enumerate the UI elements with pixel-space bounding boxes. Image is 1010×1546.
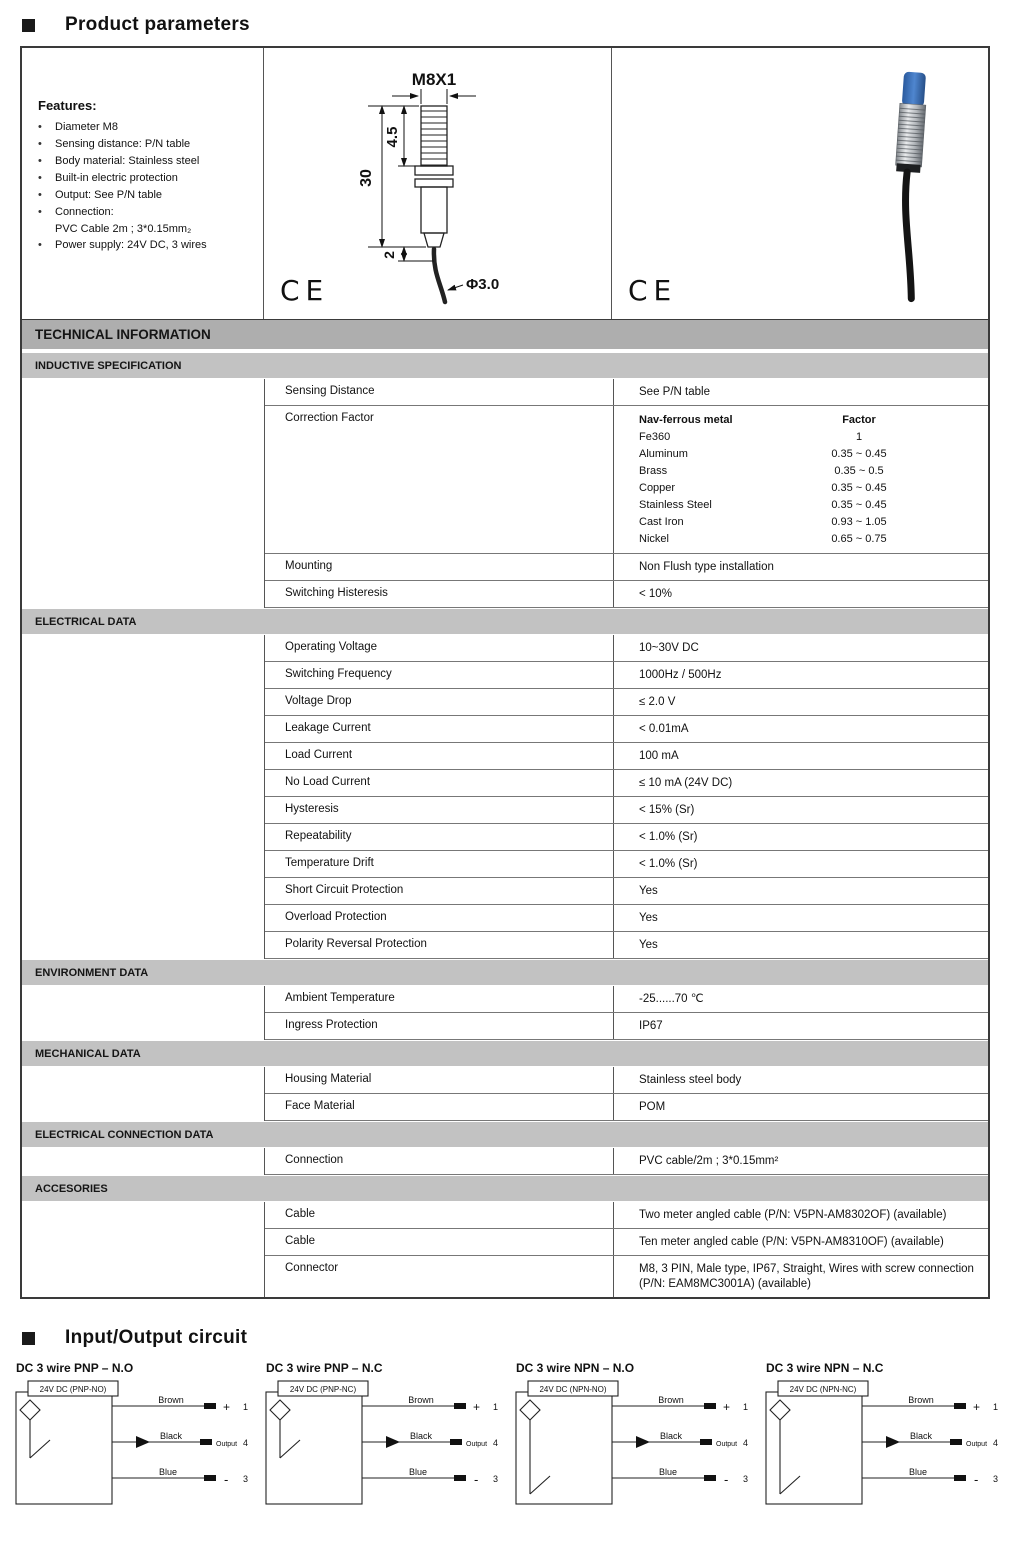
wire-label-blue: Blue bbox=[408, 1467, 428, 1477]
page-title: Product parameters bbox=[65, 14, 250, 35]
feature-text: Body material: Stainless steel bbox=[55, 155, 200, 167]
spacer-column bbox=[22, 1067, 265, 1121]
feature-item bbox=[38, 153, 257, 170]
transistor-arrow-icon bbox=[636, 1436, 650, 1448]
wire-sign-minus: - bbox=[474, 1472, 479, 1487]
spec-label: Connector bbox=[265, 1256, 614, 1297]
spec-label: Temperature Drift bbox=[265, 851, 614, 877]
features-heading: Features: bbox=[38, 98, 97, 113]
feature-item bbox=[38, 136, 257, 153]
feature-text: Connection: bbox=[55, 206, 114, 218]
spec-section-header: INDUCTIVE SPECIFICATION bbox=[22, 352, 988, 379]
sensor-cable bbox=[898, 172, 920, 299]
spec-label: Repeatability bbox=[265, 824, 614, 850]
terminal-icon bbox=[450, 1439, 462, 1445]
thread-dimension-label: M8X1 bbox=[411, 70, 457, 89]
spec-row bbox=[265, 1013, 988, 1040]
wire-label-brown: Brown bbox=[158, 1395, 184, 1405]
spec-row bbox=[265, 1229, 988, 1256]
wire-sign-output: Output bbox=[466, 1441, 488, 1448]
pin-number-mid: 4 bbox=[743, 1438, 749, 1448]
spec-value: M8, 3 PIN, Male type, IP67, Straight, Wires with screw connection (P/N: EAM8MC3001A) (available) bbox=[639, 1263, 974, 1290]
spec-value: Non Flush type installation bbox=[639, 561, 774, 573]
spec-row bbox=[265, 406, 988, 554]
spec-value: Two meter angled cable (P/N: V5PN-AM8302OF) (available) bbox=[639, 1209, 947, 1221]
spec-section-body bbox=[22, 986, 988, 1040]
factor-value: 0.65 ~ 0.75 bbox=[831, 533, 887, 545]
spec-value: IP67 bbox=[639, 1020, 663, 1032]
spec-value: Yes bbox=[639, 912, 658, 924]
metal-name: Brass bbox=[639, 465, 668, 477]
ce-mark: CE bbox=[280, 274, 330, 307]
spec-section-body bbox=[22, 379, 988, 608]
spec-value: -25......70 ℃ bbox=[639, 993, 704, 1005]
spec-label: Ingress Protection bbox=[265, 1013, 614, 1039]
spec-value: 1000Hz / 500Hz bbox=[639, 669, 722, 681]
subtable-header-row bbox=[639, 412, 974, 429]
overview-block bbox=[22, 48, 988, 320]
circuit-diagram bbox=[258, 1378, 504, 1516]
subtable-row bbox=[639, 463, 974, 480]
spec-row bbox=[265, 689, 988, 716]
terminal-icon bbox=[950, 1439, 962, 1445]
subtable-row bbox=[639, 446, 974, 463]
spec-value: Yes bbox=[639, 939, 658, 951]
feature-text: Output: See P/N table bbox=[55, 189, 163, 201]
spec-label: Load Current bbox=[265, 743, 614, 769]
factor-value: 0.93 ~ 1.05 bbox=[831, 516, 887, 528]
wire-sign-output: Output bbox=[966, 1441, 988, 1448]
circuit-diagram bbox=[8, 1378, 254, 1516]
terminal-icon bbox=[954, 1403, 966, 1409]
datasheet-table bbox=[20, 46, 990, 1299]
feature-subtext: PVC Cable 2m ; 3*0.15mm₂ bbox=[55, 223, 192, 235]
spec-section-header: MECHANICAL DATA bbox=[22, 1040, 988, 1067]
bullet-icon: • bbox=[38, 206, 42, 218]
terminal-icon bbox=[704, 1475, 716, 1481]
spacer-column bbox=[22, 986, 265, 1040]
wire-sign-plus: + bbox=[973, 1400, 981, 1414]
spec-value: < 10% bbox=[639, 588, 672, 600]
wire-label-blue: Blue bbox=[158, 1467, 178, 1477]
io-circuit-header bbox=[0, 1313, 1010, 1357]
terminal-icon bbox=[454, 1475, 466, 1481]
spec-label: Overload Protection bbox=[265, 905, 614, 931]
circuit-box-label: 24V DC (NPN-NO) bbox=[539, 1385, 607, 1394]
pin-number-top: 1 bbox=[993, 1402, 999, 1412]
spec-label: Hysteresis bbox=[265, 797, 614, 823]
circuit-panel bbox=[758, 1361, 1005, 1521]
spec-row bbox=[265, 932, 988, 959]
subtable-row bbox=[639, 497, 974, 514]
bullet-icon: • bbox=[38, 155, 42, 167]
bullet-icon: • bbox=[38, 189, 42, 201]
spec-row bbox=[265, 662, 988, 689]
spec-value: Ten meter angled cable (P/N: V5PN-AM8310OF) (available) bbox=[639, 1236, 944, 1248]
spec-value: Stainless steel body bbox=[639, 1074, 742, 1086]
spec-label: Correction Factor bbox=[265, 406, 614, 553]
spec-label: Operating Voltage bbox=[265, 635, 614, 661]
spec-value: See P/N table bbox=[639, 386, 710, 398]
spec-row bbox=[265, 851, 988, 878]
feature-text: Power supply: 24V DC, 3 wires bbox=[55, 239, 207, 251]
spec-row bbox=[265, 1094, 988, 1121]
spec-row bbox=[265, 905, 988, 932]
square-bullet-icon bbox=[22, 1332, 35, 1345]
factor-value: 1 bbox=[855, 431, 863, 443]
spec-row bbox=[265, 635, 988, 662]
spacer-column bbox=[22, 379, 265, 608]
features-panel bbox=[22, 48, 264, 319]
feature-text: Sensing distance: P/N table bbox=[55, 138, 191, 150]
circuit-box-label: 24V DC (NPN-NC) bbox=[789, 1385, 857, 1394]
spec-section-header: ENVIRONMENT DATA bbox=[22, 959, 988, 986]
subtable-row bbox=[639, 531, 974, 548]
metal-name: Aluminum bbox=[639, 448, 688, 460]
pin-number-top: 1 bbox=[493, 1402, 499, 1412]
pin-number-mid: 4 bbox=[493, 1438, 499, 1448]
length-dimension-label: 30 bbox=[358, 169, 375, 187]
spec-section-header: ACCESORIES bbox=[22, 1175, 988, 1202]
spec-label: Sensing Distance bbox=[265, 379, 614, 405]
feature-item bbox=[38, 237, 257, 254]
product-parameters-header bbox=[0, 0, 1010, 44]
features-list bbox=[38, 119, 257, 254]
wire-sign-plus: + bbox=[723, 1400, 731, 1414]
metal-name: Nickel bbox=[639, 533, 669, 545]
head-dimension-label: 4.5 bbox=[384, 126, 401, 148]
spec-section-body bbox=[22, 635, 988, 959]
circuit-title: DC 3 wire PNP – N.O bbox=[16, 1361, 134, 1375]
spacer-column bbox=[22, 1148, 265, 1175]
circuit-panel bbox=[258, 1361, 505, 1521]
spec-label: Voltage Drop bbox=[265, 689, 614, 715]
spec-label: Short Circuit Protection bbox=[265, 878, 614, 904]
pin-number-bot: 3 bbox=[493, 1474, 499, 1484]
square-bullet-icon bbox=[22, 19, 35, 32]
correction-factor-table bbox=[639, 412, 974, 548]
circuit-box-label: 24V DC (PNP-NO) bbox=[39, 1385, 107, 1394]
spec-value: PVC cable/2m ; 3*0.15mm² bbox=[639, 1155, 779, 1167]
wire-label-brown: Brown bbox=[408, 1395, 434, 1405]
spec-value: ≤ 2.0 V bbox=[639, 696, 676, 708]
bullet-icon: • bbox=[38, 138, 42, 150]
circuit-diagram bbox=[508, 1378, 754, 1516]
wire-sign-minus: - bbox=[724, 1472, 729, 1487]
pin-number-bot: 3 bbox=[993, 1474, 999, 1484]
wire-sign-output: Output bbox=[216, 1441, 238, 1448]
spec-label: Face Material bbox=[265, 1094, 614, 1120]
metal-name: Copper bbox=[639, 482, 676, 494]
spec-row bbox=[265, 554, 988, 581]
spec-sections bbox=[22, 352, 988, 1297]
spec-row bbox=[265, 716, 988, 743]
factor-value: 0.35 ~ 0.45 bbox=[831, 482, 887, 494]
spec-row bbox=[265, 824, 988, 851]
terminal-icon bbox=[204, 1403, 216, 1409]
spec-value: 100 mA bbox=[639, 750, 679, 762]
technical-information-header: TECHNICAL INFORMATION bbox=[22, 320, 988, 352]
pin-number-mid: 4 bbox=[993, 1438, 999, 1448]
spec-value: POM bbox=[639, 1101, 666, 1113]
spec-row bbox=[265, 770, 988, 797]
circuit-panel bbox=[508, 1361, 755, 1521]
product-photo-panel bbox=[612, 48, 988, 319]
spec-value: Yes bbox=[639, 885, 658, 897]
wire-label-brown: Brown bbox=[908, 1395, 934, 1405]
cable-diameter-label: Φ3.0 bbox=[466, 276, 500, 293]
wire-label-black: Black bbox=[159, 1431, 183, 1441]
wire-label-blue: Blue bbox=[908, 1467, 928, 1477]
bullet-icon: • bbox=[38, 121, 42, 133]
spec-row bbox=[265, 743, 988, 770]
factor-value: 0.35 ~ 0.5 bbox=[834, 465, 884, 477]
spec-label: Ambient Temperature bbox=[265, 986, 614, 1012]
spacer-column bbox=[22, 635, 265, 959]
spec-label: Cable bbox=[265, 1229, 614, 1255]
spec-section-body bbox=[22, 1067, 988, 1121]
factor-value: 0.35 ~ 0.45 bbox=[831, 448, 887, 460]
metal-name: Stainless Steel bbox=[639, 499, 712, 511]
pin-number-mid: 4 bbox=[243, 1438, 249, 1448]
subtable-header: Factor bbox=[842, 414, 876, 426]
transistor-arrow-icon bbox=[136, 1436, 150, 1448]
spec-section-body bbox=[22, 1148, 988, 1175]
sensor-blue-cap bbox=[902, 72, 926, 107]
spec-row bbox=[265, 1256, 988, 1297]
spec-label: Housing Material bbox=[265, 1067, 614, 1093]
spec-row bbox=[265, 1148, 988, 1175]
wire-sign-minus: - bbox=[224, 1472, 229, 1487]
spec-section-body bbox=[22, 1202, 988, 1297]
spec-value: < 1.0% (Sr) bbox=[639, 831, 698, 843]
spec-label: Switching Frequency bbox=[265, 662, 614, 688]
terminal-icon bbox=[700, 1439, 712, 1445]
wire-label-black: Black bbox=[409, 1431, 433, 1441]
spec-value: ≤ 10 mA (24V DC) bbox=[639, 777, 733, 789]
spec-label: No Load Current bbox=[265, 770, 614, 796]
spec-label: Cable bbox=[265, 1202, 614, 1228]
dimension-drawing-panel bbox=[264, 48, 612, 319]
wire-label-brown: Brown bbox=[658, 1395, 684, 1405]
spec-label: Leakage Current bbox=[265, 716, 614, 742]
wire-label-blue: Blue bbox=[658, 1467, 678, 1477]
spec-row bbox=[265, 986, 988, 1013]
pin-number-top: 1 bbox=[743, 1402, 749, 1412]
terminal-icon bbox=[704, 1403, 716, 1409]
feature-text: Diameter M8 bbox=[55, 121, 118, 133]
transistor-arrow-icon bbox=[386, 1436, 400, 1448]
wire-label-black: Black bbox=[909, 1431, 933, 1441]
metal-name: Cast Iron bbox=[639, 516, 684, 528]
pin-number-bot: 3 bbox=[243, 1474, 249, 1484]
io-section-title: Input/Output circuit bbox=[65, 1327, 248, 1348]
spec-label: Polarity Reversal Protection bbox=[265, 932, 614, 958]
spec-label: Switching Histeresis bbox=[265, 581, 614, 607]
metal-name: Fe360 bbox=[639, 431, 671, 443]
spec-value: < 15% (Sr) bbox=[639, 804, 695, 816]
spec-row bbox=[265, 581, 988, 608]
spec-section-header: ELECTRICAL DATA bbox=[22, 608, 988, 635]
spec-row bbox=[265, 379, 988, 406]
spec-row bbox=[265, 1067, 988, 1094]
spec-label: Mounting bbox=[265, 554, 614, 580]
subtable-row bbox=[639, 429, 974, 446]
wire-sign-minus: - bbox=[974, 1472, 979, 1487]
spec-section-header: ELECTRICAL CONNECTION DATA bbox=[22, 1121, 988, 1148]
wire-sign-plus: + bbox=[223, 1400, 231, 1414]
terminal-icon bbox=[200, 1439, 212, 1445]
spec-value bbox=[614, 406, 988, 553]
spec-row bbox=[265, 797, 988, 824]
terminal-icon bbox=[954, 1475, 966, 1481]
circuit-panel bbox=[8, 1361, 255, 1521]
circuit-box-label: 24V DC (PNP-NC) bbox=[289, 1385, 357, 1394]
ce-mark: CE bbox=[628, 274, 678, 307]
spec-value: < 0.01mA bbox=[639, 723, 689, 735]
spec-value: 10~30V DC bbox=[639, 642, 699, 654]
circuit-diagram bbox=[758, 1378, 1004, 1516]
spec-value: < 1.0% (Sr) bbox=[639, 858, 698, 870]
feature-item bbox=[38, 204, 257, 221]
pin-number-bot: 3 bbox=[743, 1474, 749, 1484]
subtable-row bbox=[639, 480, 974, 497]
circuit-title: DC 3 wire NPN – N.O bbox=[516, 1361, 635, 1375]
spacer-column bbox=[22, 1202, 265, 1297]
terminal-icon bbox=[454, 1403, 466, 1409]
spec-row bbox=[265, 1202, 988, 1229]
tail-dimension-label: 2 bbox=[381, 251, 397, 259]
spec-label: Connection bbox=[265, 1148, 614, 1174]
subtable-header: Nav-ferrous metal bbox=[639, 414, 733, 426]
feature-item bbox=[38, 170, 257, 187]
spec-row bbox=[265, 878, 988, 905]
wire-sign-plus: + bbox=[473, 1400, 481, 1414]
subtable-row bbox=[639, 514, 974, 531]
wire-label-black: Black bbox=[659, 1431, 683, 1441]
circuit-title: DC 3 wire NPN – N.C bbox=[766, 1361, 884, 1375]
circuit-title: DC 3 wire PNP – N.C bbox=[266, 1361, 383, 1375]
circuits-row bbox=[0, 1361, 1010, 1521]
bullet-icon: • bbox=[38, 239, 42, 251]
feature-text: Built-in electric protection bbox=[55, 172, 178, 184]
factor-value: 0.35 ~ 0.45 bbox=[831, 499, 887, 511]
wire-sign-output: Output bbox=[716, 1441, 738, 1448]
transistor-arrow-icon bbox=[886, 1436, 900, 1448]
terminal-icon bbox=[204, 1475, 216, 1481]
feature-item bbox=[38, 187, 257, 204]
feature-item bbox=[38, 119, 257, 136]
pin-number-top: 1 bbox=[243, 1402, 249, 1412]
bullet-icon: • bbox=[38, 172, 42, 184]
